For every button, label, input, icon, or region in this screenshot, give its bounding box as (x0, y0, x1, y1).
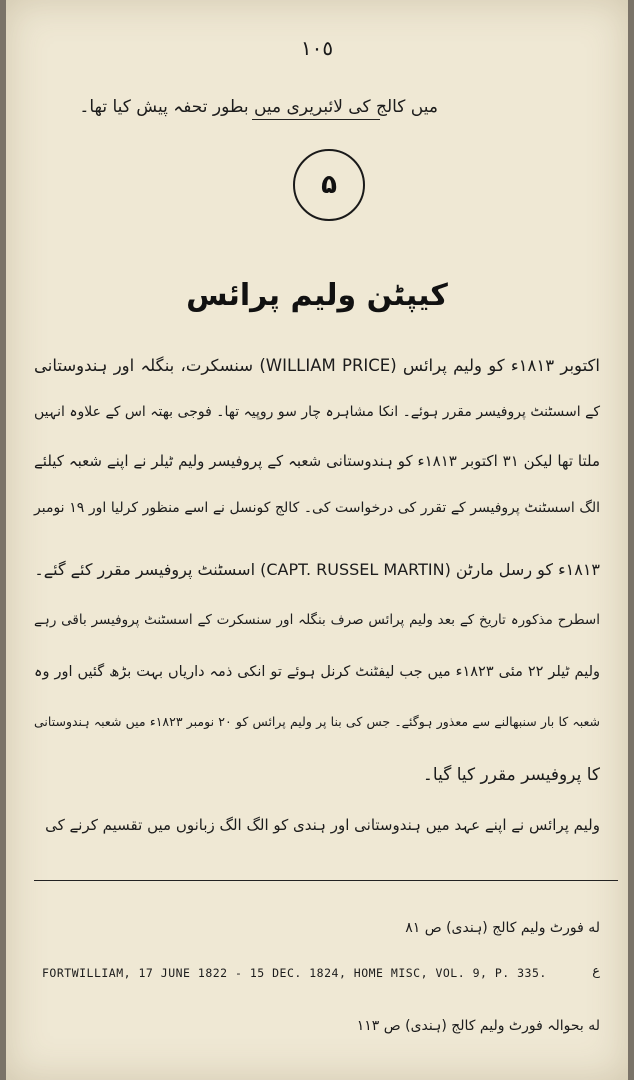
footnote-divider (34, 880, 618, 881)
body-line: اکتوبر ۱۸۱۳ء کو ولیم پرائس (WILLIAM PRICE) سنسکرت، بنگلہ اور ہندوستانی (34, 356, 600, 375)
body-line: ملتا تھا لیکن ۳۱ اکتوبر ۱۸۱۳ء کو ہندوستانی شعبہ کے پروفیسر ولیم ٹیلر نے اپنے شعبہ کیلئے (34, 452, 600, 470)
body-line: شعبہ کا بار سنبھالنے سے معذور ہوگئے۔ جس کی بنا پر ولیم پرائس کو ۲۰ نومبر ۱۸۲۳ء میں شعبہ ہندوستانی (34, 714, 601, 729)
body-line: ولیم ٹیلر ۲۲ مئی ۱۸۲۳ء میں جب لیفٹنٹ کرنل ہوئے تو انکی ذمہ داریاں بہت بڑھ گئیں اور وہ (34, 664, 600, 680)
page-number: ١٠٥ (300, 36, 334, 60)
body-line: کے اسسٹنٹ پروفیسر مقرر ہوئے۔ انکا مشاہرہ چار سو روپیہ تھا۔ فوجی بھتہ اس کے علاوہ انہیں (34, 404, 600, 420)
body-line: الگ اسسٹنٹ پروفیسر کے تقرر کی درخواست کی۔ کالج کونسل نے اسے منظور کرلیا اور ۱۹ نومبر (34, 500, 600, 516)
body-line: کا پروفیسر مقرر کیا گیا۔ (422, 765, 600, 785)
chapter-number: ۵ (321, 170, 337, 200)
footnote-2: FORTWILLIAM, 17 JUNE 1822 - 15 DEC. 1824, HOME MISC, VOL. 9, P. 335. (42, 966, 547, 980)
footnote-2-mark: ع (592, 964, 600, 979)
body-line: ولیم پرائس نے اپنے عہد میں ہندوستانی اور ہندی کو الگ الگ زبانوں میں تقسیم کرنے کی (45, 816, 600, 834)
body-line: ۱۸۱۳ء کو رسل مارٹن (CAPT. RUSSEL MARTIN) اسسٹنٹ پروفیسر مقرر کئے گئے۔ (34, 560, 600, 579)
book-page (6, 0, 628, 1080)
footnote-3: له بحوالہ فورٹ ولیم کالج (ہندی) ص ۱۱۳ (356, 1018, 600, 1034)
body-line: اسطرح مذکورہ تاریخ کے بعد ولیم پرائس صرف بنگلہ اور سنسکرت کے اسسٹنٹ پروفیسر باقی رہے (34, 612, 600, 628)
chapter-title: کیپٹن ولیم پرائس (186, 278, 448, 313)
underline-mark (252, 119, 380, 120)
footnote-1: له فورٹ ولیم کالج (ہندی) ص ۸۱ (405, 920, 600, 936)
chapter-number-circle (293, 149, 365, 221)
intro-line: میں کالج کی لائبریری میں بطور تحفہ پیش کیا تھا۔ (79, 97, 438, 117)
